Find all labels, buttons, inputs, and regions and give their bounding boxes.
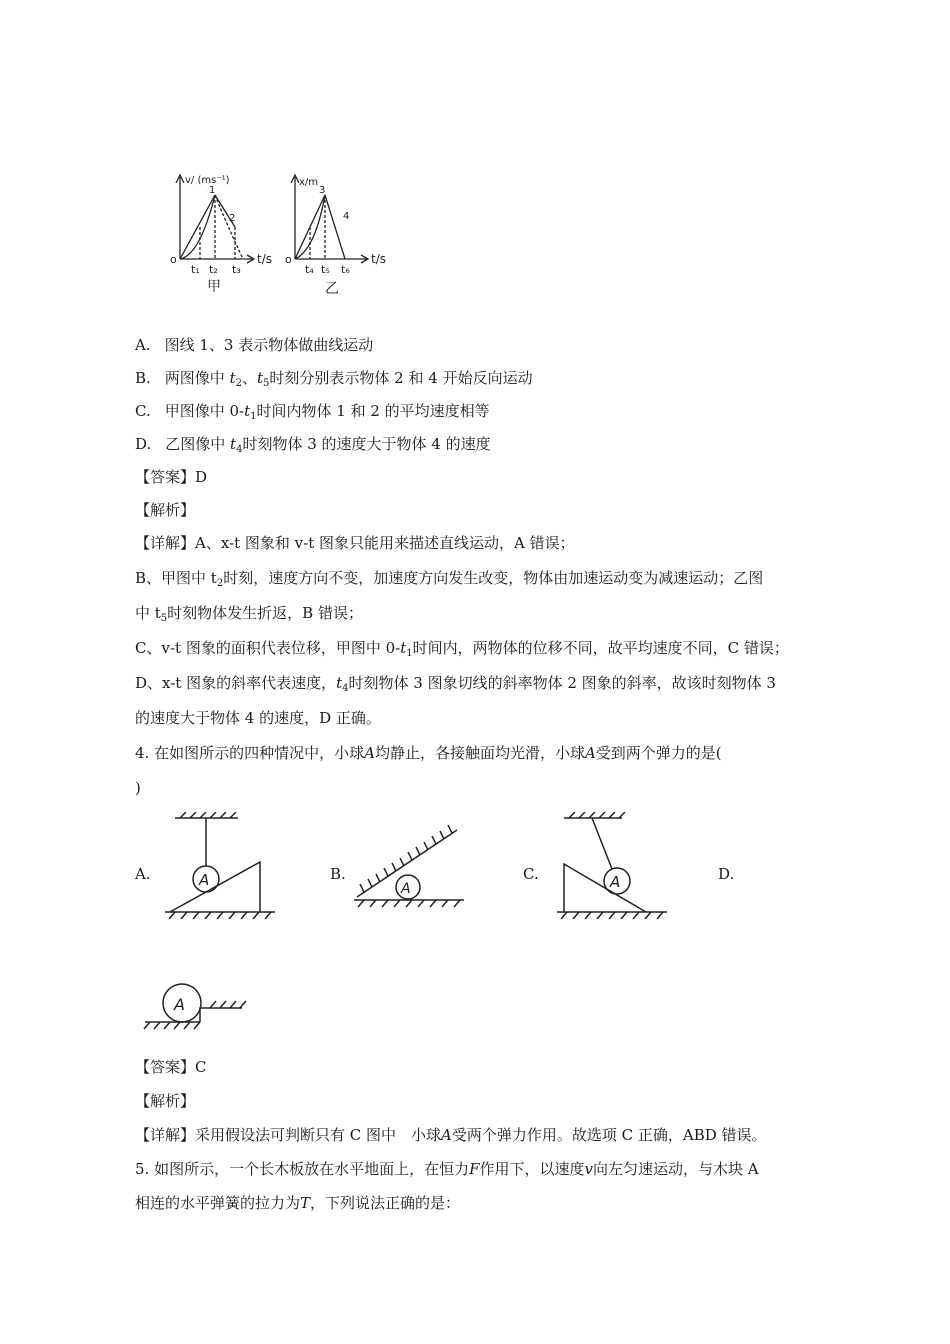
text: ，下列说法正确的是： [310,1194,461,1212]
q3-option-c [135,400,490,422]
var-t: t [400,639,407,657]
q3-detail-line-3 [135,602,363,624]
text: 中 t [135,604,161,622]
text: 4. 在如图所示的四种情况中，小球 [135,744,365,762]
option-text: 乙图像中 [165,435,231,453]
text: C、v-t 图象的面积代表位移，甲图中 0- [135,639,401,657]
text: 时刻物体发生折返，B 错误； [167,604,363,622]
q4-figure-b [352,812,472,917]
subscript: 5 [263,378,270,389]
q3-option-a [135,334,373,356]
q4-detail [135,1124,767,1146]
option-text: 、 [241,369,257,387]
option-text: 时刻分别表示物体 2 和 4 开始反向运动 [269,369,533,387]
text: 时刻，速度方向不变，加速度方向发生改变，物体由加速运动变为减速运动；乙图 [223,569,764,587]
x-t-graph [291,175,368,263]
var-A: A [584,744,596,762]
x-t-x-axis-label: t/s [371,252,386,266]
q4-stem [135,742,722,764]
text: 相连的水平弹簧的拉力为 [135,1194,301,1212]
tick-t3: t₃ [232,263,241,276]
var-v: v [584,1160,594,1178]
v-t-y-axis-label: v/ (ms⁻¹) [185,175,230,186]
text: 向左匀速运动，与木块 A [593,1160,759,1178]
v-t-origin: o [170,253,177,266]
text: 均静止，各接触面均光滑，小球 [374,744,585,762]
subscript: 4 [236,444,243,455]
q4-fig-a-label: A. [135,865,151,883]
q3-analysis-label: 【解析】 [135,501,196,519]
option-text: 甲图像中 0- [164,402,245,420]
text: 受两个弹力作用。故选项 C 正确，ABD 错误。 [451,1126,767,1144]
x-t-origin: o [285,253,292,266]
q3-detail-line-1: 【详解】A、x-t 图象和 v-t 图象只能用来描述直线运动，A 错误； [135,534,575,552]
v-t-x-axis-label: t/s [257,252,272,266]
text: 作用下，以速度 [479,1160,585,1178]
curve-1-label: 1 [209,185,216,196]
var-F: F [469,1160,480,1178]
q3-option-d [135,433,491,455]
subscript: 2 [235,378,242,389]
option-letter: A. [135,336,151,354]
curve-2-label: 2 [229,213,236,224]
answer-label: 【答案】 [135,1058,196,1076]
q3-option-b [135,367,533,389]
q5-stem-line-1 [135,1158,759,1180]
var-t: t [229,369,236,387]
ball-d-label: A [174,995,185,1014]
text: 时刻物体 3 图象切线的斜率物体 2 图象的斜率，故该时刻物体 3 [348,674,776,692]
text: 受到两个弹力的是( [595,744,722,762]
var-T: T [300,1194,311,1212]
tick-t4: t₄ [305,263,314,276]
answer-value: C [195,1058,207,1076]
tick-t6: t₆ [341,263,350,276]
option-letter: C. [135,402,151,420]
q4-fig-b-label: B. [330,865,346,883]
q4-figure-c [552,812,672,922]
subscript: 4 [342,683,349,694]
ball-a-label: A [199,871,210,889]
answer-value: D [195,468,208,486]
tick-t1: t₁ [191,263,200,276]
var-t: t [244,402,251,420]
text: D、x-t 图象的斜率代表速度， [135,674,337,692]
q3-detail-line-4 [135,637,789,659]
option-text: 两图像中 [164,369,230,387]
q4-stem-close: ) [135,779,141,797]
text: 时间内，两物体的位移不同，故平均速度不同，C 错误； [412,639,789,657]
curve-4-label: 4 [343,211,350,222]
subscript: 1 [406,648,413,659]
ball-b-label: A [401,881,411,897]
var-t: t [230,435,237,453]
text: B、甲图中 t [135,569,217,587]
q3-motion-graphs-figure [165,165,400,300]
tick-t2: t₂ [209,263,218,276]
q4-figure-d [140,980,250,1035]
q4-figure-a [160,812,280,922]
q3-detail-line-5 [135,672,776,694]
curve-3-label: 3 [319,185,326,196]
x-t-y-axis-label: x/m [299,177,319,188]
option-letter: D. [135,435,152,453]
q3-detail-line-2 [135,567,763,589]
answer-label: 【答案】 [135,468,196,486]
q4-fig-c-label: C. [523,865,539,883]
caption-jia: 甲 [207,279,221,295]
text: 5. 如图所示，一个长木板放在水平地面上，在恒力 [135,1160,470,1178]
option-letter: B. [135,369,151,387]
var-t: t [257,369,264,387]
subscript: 1 [250,411,257,422]
option-text: 图线 1、3 表示物体做曲线运动 [164,336,374,354]
var-A: A [441,1126,452,1144]
option-text: 时刻物体 3 的速度大于物体 4 的速度 [242,435,491,453]
q3-detail-line-6: 的速度大于物体 4 的速度，D 正确。 [135,709,381,727]
option-text: 时间内物体 1 和 2 的平均速度相等 [256,402,490,420]
tick-t5: t₅ [321,263,330,276]
caption-yi: 乙 [325,281,339,297]
q5-stem-line-2 [135,1192,460,1214]
var-t: t [336,674,343,692]
ball-c-label: A [610,873,621,891]
q4-answer [135,1056,207,1078]
subscript: 2 [216,578,224,589]
q4-analysis-label: 【解析】 [135,1092,196,1110]
q3-answer [135,466,207,488]
subscript: 5 [160,613,168,624]
text: 【详解】采用假设法可判断只有 C 图中 小球 [135,1126,442,1144]
var-A: A [364,744,375,762]
q4-fig-d-label: D. [718,865,735,883]
